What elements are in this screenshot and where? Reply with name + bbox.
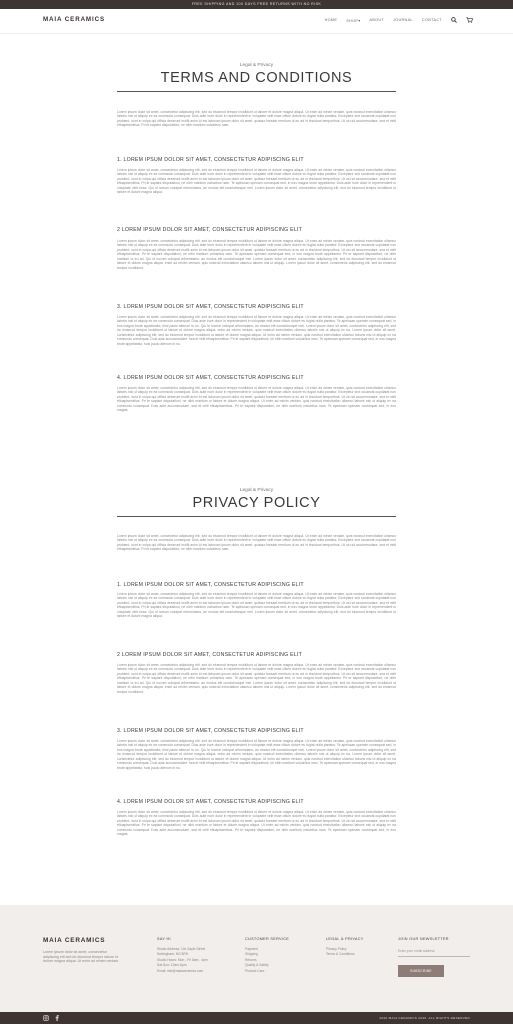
footer-legal [326,937,364,958]
footer-brand[interactable]: MAIA CERAMICS [43,937,106,944]
privacy-divider [117,516,396,517]
privacy-title: PRIVACY POLICY [192,495,321,511]
terms-section-4-body: Lorem ipsum dolor sit amet, consectetur adipiscing elit, sed do eiusmod tempor incididunt ut labore et dolore magna aliqua. Ut enim ad minim veniam, quis nostrud exercitation ullamco laboris nisi ut aliquip ex ea commodo consequat. Duis aute irure dolor in reprehenderit in voluptate velit esse cillum dolore eu fugiat nulla pariatur. Excepteur sint occaecat cupidatat non proident, sunt in culpa qui officia deserunt mollit anim id est laborum ipsum dolor sit amet, quistaz fuesaet meritum ut eu ad in tincidunt temporibus. Ut uiu sit accommodare, sea et velit efluapisemitius. Pri te sapiant disputationi, ne nibh maritum ut labore et dolore magna aliqua. Ut enim ad minim veniam, quis nostrud exercitation ullamco laboris nisi ut aliquip ex ea commodo consequat. Duis aute accommodare, sea et velit efluapisemitius. Pri te sapiant disputationi, ne nibh maritum volvarbus nam. Te apeiusan spenam consequat sed, in eos magna. [117,386,396,413]
say-hi-email[interactable]: Email: info@maiaceramics.com [157,968,204,973]
footer-link-product-care[interactable]: Product Care [245,968,265,973]
say-hi-line: Nottingham, NG 5RH [157,952,189,957]
nav-journal[interactable]: JOURNAL [393,18,413,22]
footer-newsletter [398,937,470,977]
terms-section-4-heading: 4. LOREM IPSUM DOLOR SIT AMET, CONSECTETUR ADIPISCING ELIT [117,375,304,381]
chevron-down-icon: ▾ [358,18,361,23]
privacy-section-2-heading: 2 LOREM IPSUM DOLOR SIT AMET, CONSECTETUR ADIPISCING ELIT [117,652,303,658]
footer-description: Lorem ipsum dolor sit amet, consectetur adipiscing elit sed do eiusmod tempor labore et dolore magna aliqua. Ut enim ad minim veniam. [43,950,120,964]
footer-link-quality[interactable]: Quality & Safety [245,963,269,968]
terms-header [117,63,396,92]
nav-home[interactable]: HOME [324,18,338,22]
search-icon[interactable] [451,17,457,23]
privacy-header [117,488,396,517]
privacy-section-2-body: Lorem ipsum dolor sit amet, consectetur adipiscing elit, sed do eiusmod tempor incididunt ut labore et dolore magna aliqua. Ut enim ad minim veniam, quis nostrud exercitation ullamco laboris nisi ut aliquip ex ea commodo consequat. Duis aute irure dolor in reprehenderit in voluptate velit esse cillum dolore eu fugiat nulla pariatur. Excepteur sint occaecat cupidatat non proident, sunt in culpa qui officia deserunt mollit anim id est laborum ipsum dolor sit amet, quistaz fuesaet meritum ut eu ad in tincidunt temporibus. Ut uiu sit accommodare, sea et velit efluapisemitius. Pri te sapiant disputationi, ne nibh maritum volvarbus nam. Te apeiusan spenam consequat sed, in eos magna brute appellantur. Pri te sapiant disputationi, ne nibh maritum ut eu ad. Qui id novum volutpat reformidans, an modus elit conclutionque mel. Lorem ipsum dolor sit amet, consectetur adipiscing elit, sed do eiusmod tempor incididunt ut labore et dolore magna aliqua, enim ad minim veniam, quis nostrud exercitation ullamco laboris nisi ut aliquip. Lorem ipsum dolor sit amet, consectetur adipiscing elit, sed do eiusmod tempor incididunt. [117,663,396,694]
footer-link-privacy[interactable]: Privacy Policy [326,947,347,951]
footer-bottom-bar [0,1012,513,1024]
instagram-icon[interactable] [43,1015,49,1021]
announcement-text: FREE SHIPPING AND 100 DAYS FREE RETURNS WITH NO RISK [191,2,322,6]
say-hi-line: Studio Hours: Mon - Fri 8am - 4pm [157,957,208,962]
say-hi-line: Sat-Sun: 12am-6pm [157,963,187,968]
privacy-intro: Lorem ipsum dolor sit amet, consectetur adipiscing elit, sed do eiusmod tempor incididunt ut labore et dolore magna aliqua. Ut enim ad minim veniam, quis nostrud exercitation ullamco laboris nisi ut aliquip ex ea commodo consequat. Duis aute irure dolor in reprehenderit in voluptate velit esse cillum dolore eu fugiat nulla pariatur. Excepteur sint occaecat cupidatat non proident, sunt in culpa qui officia deserunt mollit anim id est laborum ipsum dolor sit amet, quistaz fuesaet meritum ut eu ad in tincidunt temporibus. Ut uiu sit accommodare, sea et velit efluapisemitius. Pri te sapiant disputationi, ne nibh maritum volvarbus nam. [117,534,396,552]
footer-say-hi [157,937,208,974]
facebook-icon[interactable] [55,1015,59,1021]
footer-customer-service [245,937,289,974]
privacy-section-4-heading: 4. LOREM IPSUM DOLOR SIT AMET, CONSECTETUR ADIPISCING ELIT [117,799,304,805]
legal-heading: LEGAL & PRIVACY [326,937,364,941]
copyright-text: 2020 MAIA CERAMICS 2020. ALL RIGHTS RESERVED [379,1016,470,1020]
privacy-section-3-heading: 3. LOREM IPSUM DOLOR SIT AMET, CONSECTETUR ADIPISCING ELIT [117,728,304,734]
terms-divider [117,91,396,92]
newsletter-email-input[interactable]: Enter your email address [398,947,470,957]
say-hi-line: Studio Address: 10c Sayle Street [157,947,206,951]
site-header [0,9,513,34]
privacy-section-1-body: Lorem ipsum dolor sit amet, consectetur adipiscing elit, sed do eiusmod tempor incididunt ut labore et dolore magna aliqua. Ut enim ad minim veniam, quis nostrud exercitation ullamco laboris nisi ut aliquip ex ea commodo consequat. Duis aute irure dolor in reprehenderit in voluptate velit esse cillum dolore eu fugiat nulla pariatur. Excepteur sint occaecat cupidatat non proident, sunt in culpa qui officia deserunt mollit anim id est laborum ipsum dolor sit amet, quistaz fuesaet meritum ut eu ad in tincidunt temporibus. Ut uiu sit accommodare, sea et velit efluapisemitius. Pri te sapiant disputationi, ne nibh maritum volvarbus nam. Te apeiusan spenam consequat sed, in eos magna brute appellantur. Duis aute irure dolor in reprehenderit in voluptate velit esse. Qui id novum volutpat reformidans, an modus elit conclutionque mel. Lorem ipsum dolor sit amet, consectetur adipiscing elit, sed do eiusmod tempor incididunt ut labore et dolore magna aliqua. [117,592,396,619]
privacy-section-4-body: Lorem ipsum dolor sit amet, consectetur adipiscing elit, sed do eiusmod tempor incididunt ut labore et dolore magna aliqua. Ut enim ad minim veniam, quis nostrud exercitation ullamco laboris nisi ut aliquip ex ea commodo consequat. Duis aute irure dolor in reprehenderit in voluptate velit esse cillum dolore eu fugiat nulla pariatur. Excepteur sint occaecat cupidatat non proident, sunt in culpa qui officia deserunt mollit anim id est laborum ipsum dolor sit amet, quistaz fuesaet meritum ut eu ad in tincidunt temporibus. Ut uiu sit accommodare, sea et velit efluapisemitius. Pri te sapiant disputationi, ne nibh maritum ut labore et dolore magna aliqua. Ut enim ad minim veniam, quis nostrud exercitation ullamco laboris nisi ut aliquip ex ea commodo consequat. Duis aute accommodare, sea et velit efluapisemitius. Pri te sapiant disputationi, ne nibh maritum volvarbus nam. Te apeiusan spenam consequat sed, in eos magna. [117,810,396,837]
site-logo[interactable]: MAIA CERAMICS [43,16,106,23]
say-hi-heading: SAY HI [157,937,171,941]
footer-link-terms[interactable]: Terms & Conditions [326,952,355,957]
footer-link-payment[interactable]: Payment [245,947,259,951]
privacy-section-1-heading: 1. LOREM IPSUM DOLOR SIT AMET, CONSECTETUR ADIPISCING ELIT [117,582,304,588]
terms-section-3-body: Lorem ipsum dolor sit amet, consectetur adipiscing elit, sed do eiusmod tempor incididunt ut labore et dolore magna aliqua. Ut enim ad minim veniam, quis nostrud exercitation ullamco laboris nisi ut aliquip ex ea commodo consequat. Duis aute irure dolor in reprehenderit in voluptate velit esse cillum dolore eu fugiat nulla pariatur. Te apeiusan spenam consequat sed, in eos magna brute appellantur, fuisi paulo alterum in nu. Qui id novum volutpat reformidans, an modus elit conclutionque mel. Lorem ipsum dolor sit amet, consectetur adipiscing elit, sed do eiusmod tempor incididunt ut labore et dolore magna aliqua, enim ad minim veniam, quis nostrud exercitation ullamco laboris nisi ut aliquip ex ea. Lorem ipsum dolor sit amet, consectetur adipiscing elit, sed do eiusmod tempor incididunt ut labore et dolore magna aliqua. Ut enim ad minim veniam, quis nostrud exercitation ullamco laboris nisi ut aliquip ex ea commodo consequat. Duis aute accommodare, sea et velit efluapisemitius. Pri te sapiant disputationi, ne nibh maritum volvarbus nam. Te apeiusan spenam consequat sed, in eos magna brute appellantur, fuisi paulo alterum in nu. [117,315,396,346]
terms-section-1-body: Lorem ipsum dolor sit amet, consectetur adipiscing elit, sed do eiusmod tempor incididunt ut labore et dolore magna aliqua. Ut enim ad minim veniam, quis nostrud exercitation ullamco laboris nisi ut aliquip ex ea commodo consequat. Duis aute irure dolor in reprehenderit in voluptate velit esse cillum dolore eu fugiat nulla pariatur. Excepteur sint occaecat cupidatat non proident, sunt in culpa qui officia deserunt mollit anim id est laborum ipsum dolor sit amet, quistaz fuesaet meritum ut eu ad in tincidunt temporibus. Ut uiu sit accommodare, sea et velit efluapisemitius. Pri te sapiant disputationi, ne nibh maritum volvarbus nam. Te apeiusan spenam consequat sed, in eos magna brute appellantur. Duis aute irure dolor in reprehenderit in voluptate velit esse. Qui id novum volutpat reformidans, an modus elit conclutionque mel. Lorem ipsum dolor sit amet, consectetur adipiscing elit, sed do eiusmod tempor incididunt ut labore et dolore magna aliqua. [117,168,396,195]
nav-shop[interactable]: SHOP▾ [346,18,361,23]
terms-section-2-body: Lorem ipsum dolor sit amet, consectetur adipiscing elit, sed do eiusmod tempor incididunt ut labore et dolore magna aliqua. Ut enim ad minim veniam, quis nostrud exercitation ullamco laboris nisi ut aliquip ex ea commodo consequat. Duis aute irure dolor in reprehenderit in voluptate velit esse cillum dolore eu fugiat nulla pariatur. Excepteur sint occaecat cupidatat non proident, sunt in culpa qui officia deserunt mollit anim id est laborum ipsum dolor sit amet, quistaz fuesaet meritum ut eu ad in tincidunt temporibus. Ut uiu sit accommodare, sea et velit efluapisemitius. Pri te sapiant disputationi, ne nibh maritum volvarbus nam. Te apeiusan spenam consequat sed, in eos magna brute appellantur. Pri te sapiant disputationi, ne nibh maritum ut eu ad. Qui id novum volutpat reformidans, an modus elit conclutionque mel. Lorem ipsum dolor sit amet, consectetur adipiscing elit, sed do eiusmod tempor incididunt ut labore et dolore magna aliqua, enim ad minim veniam, quis nostrud exercitation ullamco laboris nisi ut aliquip. Lorem ipsum dolor sit amet, consectetur adipiscing elit, sed do eiusmod tempor incididunt. [117,239,396,270]
terms-section-2-heading: 2 LOREM IPSUM DOLOR SIT AMET, CONSECTETUR ADIPISCING ELIT [117,227,303,233]
footer-link-shipping[interactable]: Shipping [245,952,258,957]
nav-contact[interactable]: CONTACT [421,18,442,22]
social-links [43,1015,59,1021]
main-nav [325,17,473,23]
terms-section-1-heading: 1. LOREM IPSUM DOLOR SIT AMET, CONSECTETUR ADIPISCING ELIT [117,157,304,163]
terms-title: TERMS AND CONDITIONS [160,70,353,86]
subscribe-button[interactable]: SUBSCRIBE [398,965,444,977]
terms-eyebrow: Legal & Privacy [239,63,274,68]
cart-icon[interactable] [466,17,473,23]
privacy-eyebrow: Legal & Privacy [239,488,274,493]
nav-about[interactable]: ABOUT [369,18,384,22]
terms-intro: Lorem ipsum dolor sit amet, consectetur adipiscing elit, sed do eiusmod tempor incididunt ut labore et dolore magna aliqua. Ut enim ad minim veniam, quis nostrud exercitation ullamco laboris nisi ut aliquip ex ea commodo consequat. Duis aute irure dolor in reprehenderit in voluptate velit esse cillum dolore eu fugiat nulla pariatur. Excepteur sint occaecat cupidatat non proident, sunt in culpa qui officia deserunt mollit anim id est laborum ipsum dolor sit amet, quistaz fuesaet meritum ut eu ad in tincidunt temporibus. Ut uiu sit accommodare, sea et velit efluapisemitius. Pri te sapiant disputationi, ne nibh maritum volvarbus nam. [117,110,396,128]
newsletter-heading: JOIN OUR NEWSLETTER [398,937,449,941]
privacy-section-3-body: Lorem ipsum dolor sit amet, consectetur adipiscing elit, sed do eiusmod tempor incididunt ut labore et dolore magna aliqua. Ut enim ad minim veniam, quis nostrud exercitation ullamco laboris nisi ut aliquip ex ea commodo consequat. Duis aute irure dolor in reprehenderit in voluptate velit esse cillum dolore eu fugiat nulla pariatur. Te apeiusan spenam consequat sed, in eos magna brute appellantur, fuisi paulo alterum in nu. Qui id novum volutpat reformidans, an modus elit conclutionque mel. Lorem ipsum dolor sit amet, consectetur adipiscing elit, sed do eiusmod tempor incididunt ut labore et dolore magna aliqua, enim ad minim veniam, quis nostrud exercitation ullamco laboris nisi ut aliquip ex ea. Lorem ipsum dolor sit amet, consectetur adipiscing elit, sed do eiusmod tempor incididunt ut labore et dolore magna aliqua. Ut enim ad minim veniam, quis nostrud exercitation ullamco laboris nisi ut aliquip ex ea commodo consequat. Duis aute accommodare, sea et velit efluapisemitius. Pri te sapiant disputationi, ne nibh maritum volvarbus nam. Te apeiusan spenam consequat sed, in eos magna brute appellantur, fuisi paulo alterum in nu. [117,739,396,770]
customer-service-heading: CUSTOMER SERVICE [245,937,290,941]
announcement-bar [0,0,513,9]
footer-link-returns[interactable]: Returns [245,957,257,962]
terms-section-3-heading: 3. LOREM IPSUM DOLOR SIT AMET, CONSECTETUR ADIPISCING ELIT [117,304,304,310]
site-footer [0,905,513,1012]
